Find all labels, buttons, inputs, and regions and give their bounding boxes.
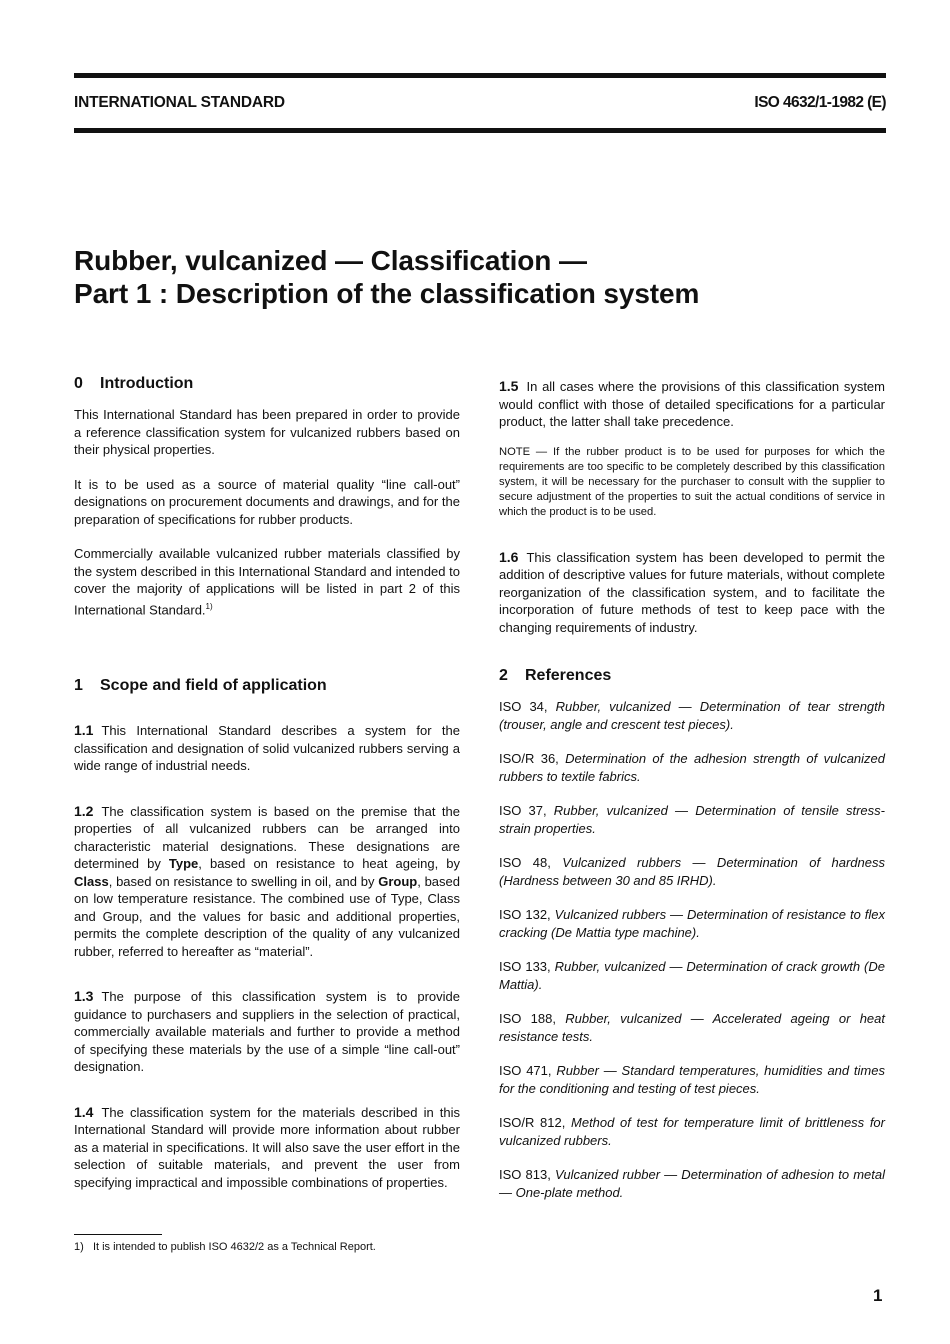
term-type: Type: [168, 856, 199, 872]
reference-title: Vulcanized rubbers — Determination of resistance to flex cracking (De Mattia type machine).: [499, 907, 885, 940]
reference-item: [499, 854, 885, 889]
page-number: 1: [873, 1286, 883, 1305]
clause-number: 1.1: [74, 722, 94, 739]
clause-number: 1.3: [74, 988, 94, 1005]
intro-paragraph-2: It is to be used as a source of material quality “line call-out” designations on procurement documents and drawings, and for the preparation of specifications for rubber products.: [74, 476, 460, 527]
reference-title: Vulcanized rubbers — Determination of hardness (Hardness between 30 and 85 IRHD).: [499, 855, 885, 888]
clause-number: 1.2: [74, 802, 94, 819]
clause-text: , based on low temperature resistance. The combined use of Type, Class and Group, and the values for basic and additional properties, permits the complete description of the quality of any vulcanized rubber, referred to hereafter as “material”.: [74, 873, 460, 959]
reference-code: ISO 188,: [499, 1011, 556, 1027]
reference-item: [499, 698, 885, 733]
title-line-2: Part 1 : Description of the classification system: [74, 278, 700, 309]
title-line-1: Rubber, vulcanized — Classification —: [74, 245, 587, 276]
reference-code: ISO 34,: [499, 699, 548, 715]
section-number: 2: [499, 667, 508, 685]
header-top-rule: [74, 73, 886, 78]
section-title: Scope and field of application: [100, 677, 327, 695]
reference-code: ISO/R 36,: [499, 751, 559, 767]
clause-text: The classification system is based on the premise that the properties of all vulcanized rubbers can be arranged into characteristic material designations. These designations are determined by: [74, 803, 460, 872]
reference-title: Rubber, vulcanized — Determination of crack growth (De Mattia).: [499, 959, 885, 992]
document-type-label: INTERNATIONAL STANDARD: [74, 94, 285, 111]
footnote: 1) It is intended to publish ISO 4632/2 as a Technical Report.: [74, 1241, 376, 1253]
reference-code: ISO 48,: [499, 855, 551, 871]
note: NOTE — If the rubber product is to be used for purposes for which the requirements are too specific to be completely described by this classification system, it will be necessary for the purchaser to consult with the supplier to secure adjustment of the properties to suit the actual conditions of service in which the product is to be used.: [499, 445, 885, 519]
term-class: Class: [74, 873, 109, 889]
reference-title: Rubber, vulcanized — Determination of tensile stress-strain properties.: [499, 803, 885, 836]
clause-number: 1.4: [74, 1103, 94, 1120]
footnote-rule: [74, 1234, 162, 1235]
clause-text: This International Standard describes a system for the classification and designation of solid vulcanized rubbers serving a wide range of industrial needs.: [74, 723, 460, 774]
section-heading-introduction: [74, 374, 460, 394]
intro-paragraph-1: This International Standard has been prepared in order to provide a reference classification system for vulcanized rubbers based on their physical properties.: [74, 407, 460, 457]
clause-number: 1.6: [499, 548, 519, 565]
reference-item: [499, 802, 885, 837]
clause-text: The purpose of this classification system is to provide guidance to purchasers and suppliers in the selection of practical, commercially available materials and further to provide a method of specifying these materials by the use of a simple “line call-out” designation.: [74, 989, 460, 1075]
document-title: [74, 244, 699, 310]
header-bottom-rule: [74, 128, 886, 133]
section-title: References: [525, 667, 612, 685]
section-title: Introduction: [100, 375, 194, 392]
clause-1-5: [499, 378, 885, 431]
reference-item: [499, 958, 885, 993]
clause-text: , based on resistance to heat ageing, by: [198, 856, 461, 872]
reference-code: ISO/R 812,: [499, 1115, 566, 1131]
clause-text: This classification system has been developed to permit the addition of descriptive values for future materials, without complete reorganization of the classification system, and to facilitate the incorporation of future methods of test to keep pace with the changing requirements of industry.: [499, 549, 885, 635]
section-heading-scope: [74, 676, 460, 696]
clause-1-6: [499, 549, 885, 637]
section-heading-references: [499, 666, 885, 686]
reference-item: [499, 1114, 885, 1149]
clause-1-1: [74, 722, 460, 775]
reference-item: [499, 750, 885, 785]
reference-title: Vulcanized rubber — Determination of adhesion to metal — One-plate method.: [499, 1167, 885, 1200]
reference-item: [499, 1010, 885, 1045]
reference-code: ISO 37,: [499, 803, 547, 819]
reference-title: Rubber — Standard temperatures, humidities and times for the conditioning and testing of test pieces.: [499, 1063, 885, 1096]
clause-number: 1.5: [499, 378, 519, 394]
clause-1-3: [74, 988, 460, 1076]
reference-code: ISO 471,: [499, 1063, 552, 1079]
standard-number: ISO 4632/1-1982 (E): [754, 94, 886, 111]
section-number: 1: [74, 677, 83, 695]
clause-text: , based on resistance to swelling in oil, and by: [108, 873, 379, 889]
section-number: 0: [74, 375, 83, 392]
clause-text: The classification system for the materials described in this International Standard will provide more information about rubber as a material in specifications. It will also save the user effort in the selection of suitable materials, and prevent the user from specifying impractical and impossible combinations of properties.: [74, 1104, 460, 1190]
reference-title: Method of test for temperature limit of brittleness for vulcanized rubbers.: [499, 1115, 885, 1148]
intro-paragraph-3: [74, 545, 460, 618]
clause-text: In all cases where the provisions of this classification system would conflict with those of detailed specifications for a particular product, the latter shall take precedence.: [499, 379, 885, 429]
right-column: [499, 378, 885, 1201]
reference-title: Determination of the adhesion strength of vulcanized rubbers to textile fabrics.: [499, 751, 885, 784]
reference-item: [499, 906, 885, 941]
term-group: Group: [378, 873, 418, 889]
reference-code: ISO 133,: [499, 959, 551, 975]
references-list: [499, 698, 885, 1201]
footnote-ref[interactable]: 1): [205, 601, 213, 611]
reference-item: [499, 1166, 885, 1201]
reference-title: Rubber, vulcanized — Determination of tear strength (trouser, angle and crescent test pieces).: [499, 699, 886, 732]
intro-paragraph-3-text: Commercially available vulcanized rubber materials classified by the system described in this International Standard and intended to cover the majority of applications will be listed in part 2 of this International Standard.: [74, 546, 460, 617]
reference-code: ISO 132,: [499, 907, 551, 923]
clause-1-4: [74, 1104, 460, 1192]
reference-item: [499, 1062, 885, 1097]
left-column: [74, 374, 460, 1191]
reference-title: Rubber, vulcanized — Accelerated ageing or heat resistance tests.: [499, 1011, 885, 1044]
clause-1-2: [74, 803, 460, 961]
reference-code: ISO 813,: [499, 1167, 551, 1183]
